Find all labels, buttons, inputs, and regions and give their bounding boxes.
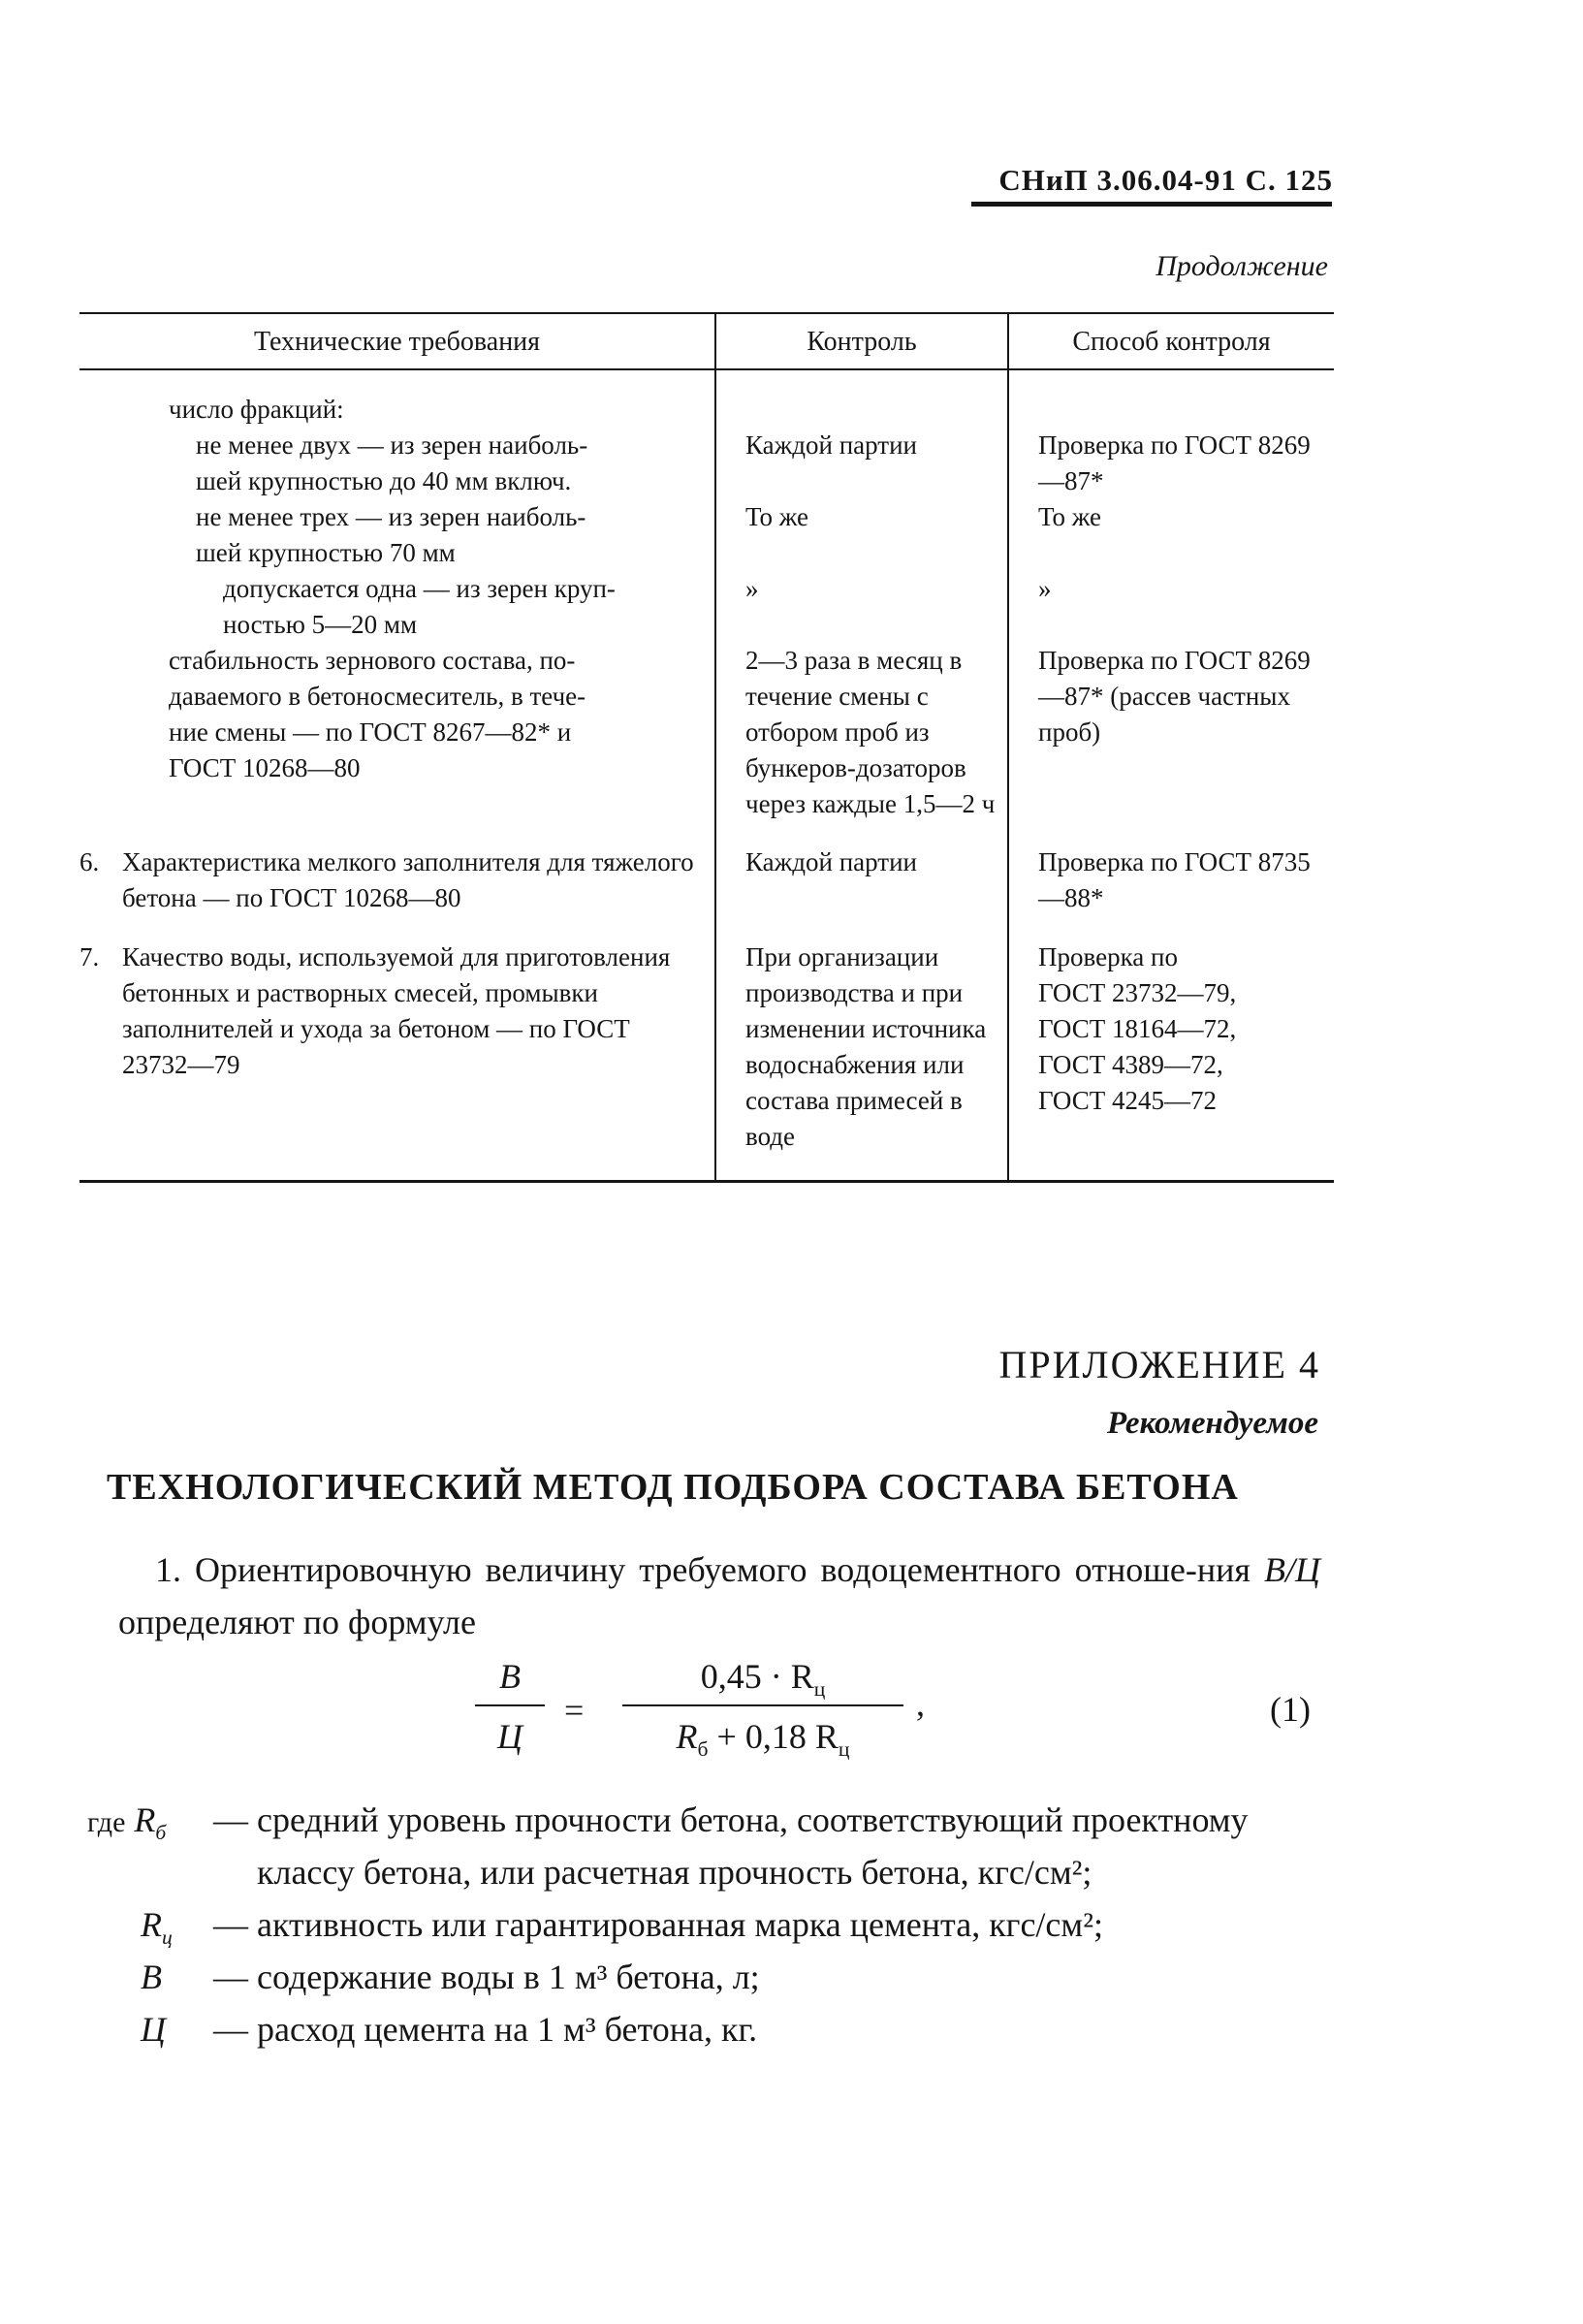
definition-item [87,1898,1328,1951]
req-line: ГОСТ 10268—80 [169,753,361,782]
definition-text: содержание воды в 1 м³ бетона, л; [257,1958,760,1996]
formula-number: (1) [1270,1690,1311,1729]
method-cell [1008,369,1334,844]
rhs-fraction [622,1648,903,1763]
definition-dash: — [213,1800,248,1839]
lhs-numerator: В [499,1657,521,1696]
page-header: СНиП 3.06.04-91 С. 125 [998,163,1333,197]
method-cell: Проверка по ГОСТ 8735—88* [1008,844,1334,939]
rhs-denominator-b: + 0,18 R [708,1717,839,1756]
req-line: не менее трех — из зерен наиболь- [196,502,586,531]
req-line: допускается одна — из зерен круп- [223,574,616,603]
requirements-cell [79,939,715,1182]
subscript: б [697,1737,709,1762]
definition-text: средний уровень прочности бетона, соответствующий проектному классу бетона, или расчетная прочность бетона, кгс/см²; [257,1800,1249,1892]
definition-symbol: В [141,1958,162,1996]
appendix-title: ПРИЛОЖЕНИЕ 4 [998,1343,1320,1386]
subscript: ц [838,1737,850,1762]
header-requirements: Технические требования [79,313,715,369]
req-text: Качество воды, используемой для приготовления бетонных и растворных смесей, промывки заполнителей и ухода за бетоном — по ГОСТ 23732—79 [122,942,671,1079]
formula-comma: , [916,1684,925,1723]
appendix-status: Рекомендуемое [1106,1406,1318,1441]
method-value: » [1038,574,1052,603]
req-line: шей крупностью до 40 мм включ. [196,466,572,495]
control-cell: Каждой партии [715,844,1008,939]
definition-symbol: R [141,1905,162,1944]
req-text: Характеристика мелкого заполнителя для тяжелого бетона — по ГОСТ 10268—80 [122,847,694,912]
method-cell [1008,939,1334,1182]
definition-symbol: R [134,1800,156,1839]
definition-dash: — [213,1905,248,1944]
control-value: Каждой партии [745,430,918,460]
paragraph-1 [118,1544,1320,1648]
requirements-cell [79,369,715,844]
definitions-list [87,1794,1328,2055]
req-line: шей крупностью 70 мм [196,538,456,567]
row-number: 7. [79,942,100,971]
req-line: стабильность зернового состава, по- [169,646,576,675]
table-row [79,939,1334,1182]
definition-dash: — [213,2010,248,2049]
ratio-variable: В/Ц [1264,1550,1320,1589]
lhs-fraction [475,1648,545,1763]
control-value: То же [745,502,808,531]
control-cell: При организации производства и при изменении источника водоснабжения или состава примесей в воде [715,939,1008,1182]
method-value: Проверка по ГОСТ 8269—87* [1038,430,1311,495]
definition-dash: — [213,1958,248,1996]
lhs-denominator: Ц [497,1717,522,1756]
header-control: Контроль [715,313,1008,369]
method-line: Проверка по [1038,942,1178,971]
rhs-denominator-a: R [676,1717,698,1756]
definition-symbol: Ц [141,2010,166,2049]
table-row [79,844,1334,939]
subscript: ц [813,1677,826,1702]
definition-text: активность или гарантированная марка цемента, кгс/см²; [257,1905,1103,1944]
req-line: даваемого в бетоносмеситель, в тече- [169,682,586,711]
row-number: 6. [79,847,100,876]
header-method: Способ контроля [1008,313,1334,369]
header-rule [971,202,1332,207]
method-value: Проверка по ГОСТ 8269—87* (рассев частных проб) [1038,646,1311,747]
method-line: ГОСТ 18164—72, [1038,1014,1237,1043]
paragraph-text: определяют по формуле [118,1603,476,1641]
method-line: ГОСТ 4389—72, [1038,1050,1223,1079]
formula-1 [456,1648,1328,1784]
req-line: ностью 5—20 мм [223,610,418,639]
req-line: не менее двух — из зерен наиболь- [196,430,588,460]
equals-sign: = [564,1691,585,1730]
control-value: » [745,574,759,603]
control-cell [715,369,1008,844]
subscript: б [155,1821,167,1845]
subscript: ц [162,1926,173,1950]
section-heading: ТЕХНОЛОГИЧЕСКИЙ МЕТОД ПОДБОРА СОСТАВА БЕТОНА [107,1467,1239,1508]
definition-item [87,1951,1328,2003]
requirements-table [79,312,1334,1183]
table-row [79,369,1334,844]
method-line: ГОСТ 23732—79, [1038,978,1237,1007]
requirements-cell [79,844,715,939]
req-line: ние смены — по ГОСТ 8267—82* и [169,717,572,747]
paragraph-text: 1. Ориентировочную величину требуемого водоцементного отноше-ния [155,1550,1264,1589]
control-value: 2—3 раза в месяц в течение смены с отбором проб из бункеров-дозаторов через каждые 1,5—2 ч [745,646,996,818]
continuation-label: Продолжение [1156,250,1328,282]
rhs-numerator: 0,45 · R [700,1657,814,1696]
method-value: То же [1038,502,1101,531]
req-line: число фракций: [169,395,344,424]
definition-text: расход цемента на 1 м³ бетона, кг. [257,2010,758,2049]
definition-item [87,2003,1328,2055]
where-label: где [87,1806,126,1838]
method-line: ГОСТ 4245—72 [1038,1086,1218,1115]
definition-item [87,1794,1328,1898]
